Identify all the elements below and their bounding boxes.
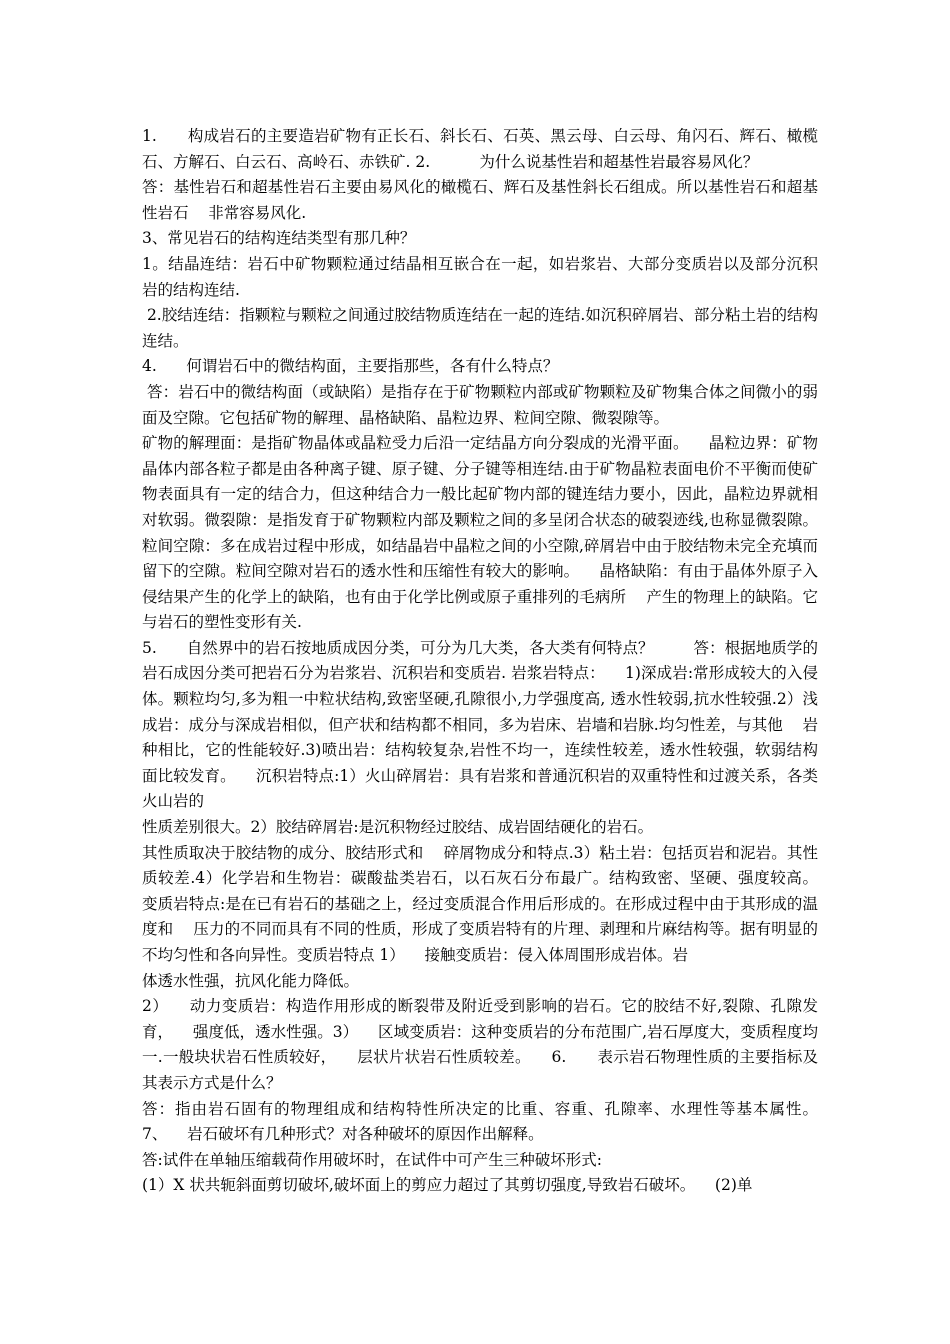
paragraph-14: 答：指由岩石固有的物理组成和结构特性所决定的比重、容重、孔隙率、水理性等基本属性。 7、 岩石破坏有几种形式？对各种破坏的原因作出解释。	[142, 1099, 838, 1144]
paragraph-8: 矿物的解理面：是指矿物晶体或晶粒受力后沿一定结晶方向分裂成的光滑平面。 晶粒边界：矿物晶体内部各粒子都是由各种离子键、原子键、分子键等相连结.由于矿物晶粒表面电价不平衡而使矿物表面具有一定的结合力，但这种结合力一般比起矿物内部的键连结力要小，因此，晶粒边界就相对软弱。微裂隙：是指发育于矿物颗粒内部及颗粒之间的多呈闭合状态的破裂迹线,也称显微裂隙。 粒间空隙：多在成岩过程中形成，如结晶岩中晶粒之间的小空隙,碎屑岩中由于胶结物未完全充填而留下的空隙。粒间空隙对岩石的透水性和压缩性有较大的影响。 晶格缺陷：有由于晶体外原子入侵结果产生的化学上的缺陷，也有由于化学比例或原子重排列的毛病所 产生的物理上的缺陷。它与岩石的塑性变形有关.	[142, 434, 838, 632]
paragraph-13: 2） 动力变质岩：构造作用形成的断裂带及附近受到影响的岩石。它的胶结不好,裂隙、孔隙发育， 强度低，透水性强。3） 区域变质岩：这种变质岩的分布范围广,岩石厚度大，变质程度均一.一般块状岩石性质较好， 层状片状岩石性质较差。 6. 表示岩石物理性质的主要指标及其表示方式是什么？	[142, 997, 818, 1092]
paragraph-7: 答：岩石中的微结构面（或缺陷）是指存在于矿物颗粒内部或矿物颗粒及矿物集合体之间微小的弱面及空隙。它包括矿物的解理、晶格缺陷、晶粒边界、粒间空隙、微裂隙等。	[142, 382, 818, 427]
paragraph-16: (1）X 状共轭斜面剪切破坏,破坏面上的剪应力超过了其剪切强度,导致岩石破坏。 (2)单	[142, 1176, 753, 1195]
paragraph-10: 性质差别很大。2）胶结碎屑岩:是沉积物经过胶结、成岩固结硬化的岩石。	[142, 818, 654, 837]
paragraph-15: 答:试件在单轴压缩载荷作用破坏时，在试件中可产生三种破坏形式:	[142, 1150, 602, 1169]
paragraph-1: 1. 构成岩石的主要造岩矿物有正长石、斜长石、石英、黑云母、白云母、角闪石、辉石、橄榄石、方解石、白云石、高岭石、赤铁矿. 2. 为什么说基性岩和超基性岩最容易风化？	[142, 127, 818, 171]
paragraph-12: 体透水性强，抗风化能力降低。	[142, 971, 360, 990]
paragraph-11: 其性质取决于胶结物的成分、胶结形式和 碎屑物成分和特点.3）粘土岩：包括页岩和泥岩。其性质较差.4）化学岩和生物岩：碳酸盐类岩石，以石灰石分布最广。结构致密、坚硬、强度较高。 变质岩特点:是在已有岩石的基础之上，经过变质混合作用后形成的。在形成过程中由于其形成的温度和 压力的不同而具有不同的性质，形成了变质岩特有的片理、剥理和片麻结构等。据有明显的不均匀性和各向异性。变质岩特点 1） 接触变质岩：侵入体周围形成岩体。岩	[142, 843, 838, 964]
paragraph-3: 3、常见岩石的结构连结类型有那几种？	[142, 229, 416, 248]
paragraph-9: 5. 自然界中的岩石按地质成因分类，可分为几大类，各大类有何特点？ 答：根据地质学的岩石成因分类可把岩石分为岩浆岩、沉积岩和变质岩. 岩浆岩特点： 1)深成岩:常形成较大的入侵体。颗粒均匀,多为粗一中粒状结构,致密坚硬,孔隙很小,力学强度高, 透水性较弱,抗水性较强.2）浅成岩：成分与深成岩相似，但产状和结构都不相同，多为岩床、岩墙和岩脉.均匀性差，与其他 岩种相比，它的性能较好.3)喷出岩：结构较复杂,岩性不均一，连续性较差，透水性较强，软弱结构面比较发育。 沉积岩特点:1）火山碎屑岩：具有岩浆和普通沉积岩的双重特性和过渡关系，各类火山岩的	[142, 638, 818, 811]
paragraph-2: 答：基性岩石和超基性岩石主要由易风化的橄榄石、辉石及基性斜长石组成。所以基性岩石和超基性岩石 非常容易风化.	[142, 178, 818, 222]
paragraph-6: 4. 何谓岩石中的微结构面，主要指那些，各有什么特点？	[142, 357, 559, 376]
paragraph-4: 1。结晶连结：岩石中矿物颗粒通过结晶相互嵌合在一起，如岩浆岩、大部分变质岩以及部分沉积岩的结构连结.	[142, 254, 818, 299]
paragraph-5: 2.胶结连结：指颗粒与颗粒之间通过胶结物质连结在一起的连结.如沉积碎屑岩、部分粘土岩的结构连结。	[142, 306, 818, 350]
